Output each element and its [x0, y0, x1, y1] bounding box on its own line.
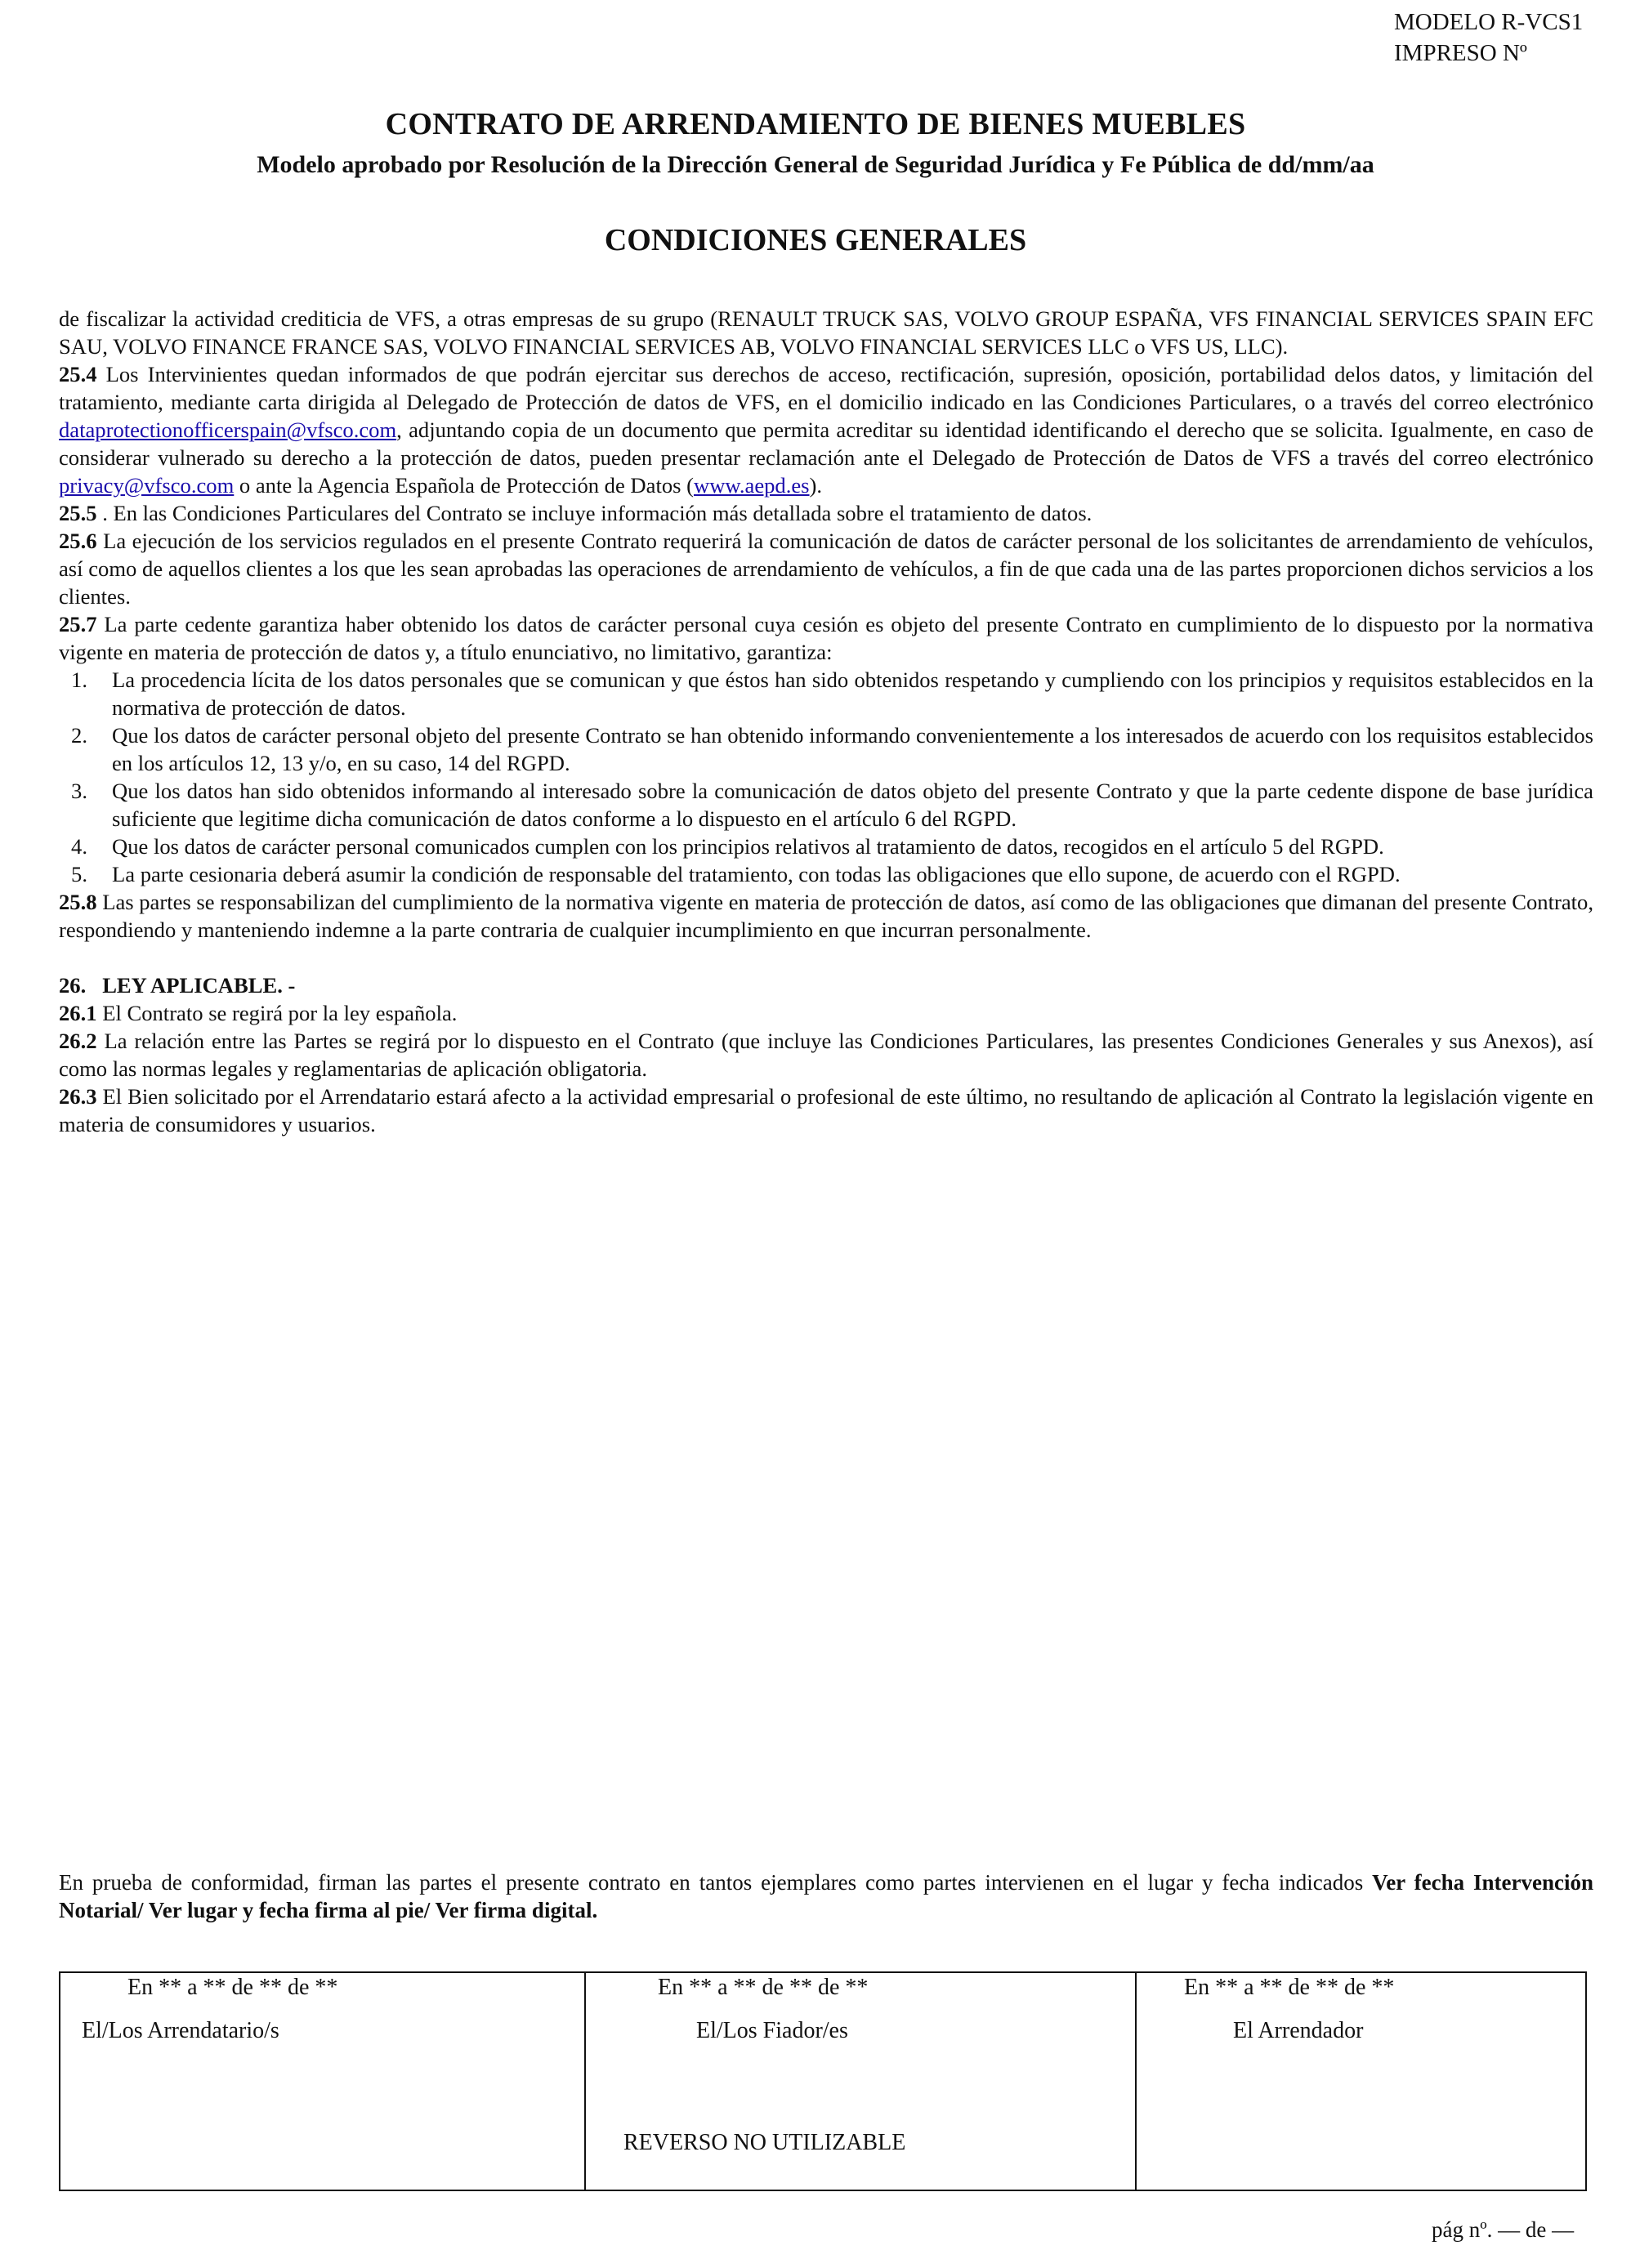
dpo-email-link[interactable]: dataprotectionofficerspain@vfsco.com — [59, 417, 397, 442]
clause-number: 26.2 — [59, 1029, 97, 1053]
clause-25-7 — [59, 610, 1593, 666]
clause-number: 25.4 — [59, 362, 97, 386]
clause-text: La ejecución de los servicios regulados en el presente Contrato requerirá la comunicación de datos de carácter personal de los solicitantes de arrendamiento de vehículos, así como de aquellos clientes a los que les sean aprobadas las operaciones de arrendamiento de vehículos, a fin de que cada una de las partes proporcionen dichos servicios a los clientes. — [59, 529, 1593, 609]
clause-text: Las partes se responsabilizan del cumplimiento de la normativa vigente en materia de protección de datos, así como de las obligaciones que dimanan del presente Contrato, respondiendo y manteniendo indemne a la parte contraria de cualquier incumplimiento en que incurran personalmente. — [59, 890, 1593, 942]
clause-text: ). — [809, 473, 823, 498]
list-item — [59, 860, 1593, 888]
clause-text: La relación entre las Partes se regirá por lo dispuesto en el Contrato (que incluye las Condiciones Particulares, las presentes Condiciones Generales y sus Anexos), así como las normas legales y reglamentarias de aplicación obligatoria. — [59, 1029, 1593, 1081]
list-item — [59, 833, 1593, 860]
signature-date: En ** a ** de ** de ** — [1184, 1975, 1395, 2000]
signature-cell-lessor — [1136, 1972, 1586, 2190]
signature-table — [59, 1971, 1587, 2191]
signature-cell-guarantor — [585, 1972, 1136, 2190]
form-model-header — [1394, 7, 1583, 69]
clause-25-4 — [59, 360, 1593, 499]
conformity-statement — [59, 1868, 1593, 1924]
clause-number: 25.6 — [59, 529, 97, 553]
contract-body — [59, 305, 1593, 1138]
clause-26-2 — [59, 1027, 1593, 1083]
list-text: La parte cesionaria deberá asumir la condición de responsable del tratamiento, con todas las obligaciones que ello supone, de acuerdo con el RGPD. — [112, 862, 1401, 886]
section-26-heading — [59, 971, 1593, 999]
signature-role: El Arrendador — [1233, 2018, 1364, 2043]
clause-text: . En las Condiciones Particulares del Contrato se incluye información más detallada sobre el tratamiento de datos. — [96, 501, 1093, 525]
section-heading: CONDICIONES GENERALES — [604, 223, 1027, 257]
contract-subtitle: Modelo aprobado por Resolución de la Dirección General de Seguridad Jurídica y Fe Pública de dd/mm/aa — [257, 151, 1374, 178]
clause-text: o ante la Agencia Española de Protección de Datos ( — [234, 473, 694, 498]
list-item — [59, 777, 1593, 833]
list-text: Que los datos han sido obtenidos informando al interesado sobre la comunicación de datos objeto del presente Contrato y que la parte cedente dispone de base jurídica suficiente que legitime dicha comunicación de datos conforme a lo dispuesto en el artículo 6 del RGPD. — [112, 779, 1593, 831]
page-number-footer: pág nº. — de — — [1432, 2217, 1575, 2242]
clause-text: El Contrato se regirá por la ley española. — [96, 1001, 458, 1025]
intro-paragraph: de fiscalizar la actividad crediticia de VFS, a otras empresas de su grupo (RENAULT TRUCK SAS, VOLVO GROUP ESPAÑA, VFS FINANCIAL SERVICES SPAIN EFC SAU, VOLVO FINANCE FRANCE SAS, VOLVO FINANCIAL SERVICES AB, VOLVO FINANCIAL SERVICES LLC o VFS US, LLC). — [59, 306, 1593, 359]
signature-cell-lessee — [60, 1972, 585, 2190]
signature-role: El/Los Arrendatario/s — [82, 2018, 279, 2043]
clause-number: 26.1 — [59, 1001, 97, 1025]
conformity-bold-note: Ver fecha Intervención Notarial/ Ver lugar y fecha firma al pie/ Ver firma digital. — [59, 1870, 1593, 1922]
print-number: IMPRESO Nº — [1394, 40, 1527, 66]
clause-text: El Bien solicitado por el Arrendatario estará afecto a la actividad empresarial o profesional de este último, no resultando de aplicación al Contrato la legislación vigente en materia de consumidores y usuarios. — [59, 1084, 1593, 1136]
clause-25-6 — [59, 527, 1593, 610]
privacy-email-link[interactable]: privacy@vfsco.com — [59, 473, 235, 498]
list-text: Que los datos de carácter personal comunicados cumplen con los principios relativos al tratamiento de datos, recogidos en el artículo 5 del RGPD. — [112, 834, 1384, 859]
list-item — [59, 666, 1593, 721]
section-26-title: 26. LEY APLICABLE. - — [59, 973, 296, 998]
list-number: 4. — [71, 834, 87, 859]
clause-25-5 — [59, 499, 1593, 527]
conformity-text: En prueba de conformidad, firman las partes el presente contrato en tantos ejemplares como partes intervienen en el lugar y fecha indicados — [59, 1870, 1373, 1895]
signature-role: El/Los Fiador/es — [696, 2018, 848, 2043]
clause-25-8 — [59, 888, 1593, 944]
list-text: Que los datos de carácter personal objeto del presente Contrato se han obtenido informando convenientemente a los interesados de acuerdo con los requisitos establecidos en los artículos 12, 13 y/o, en su caso, 14 del RGPD. — [112, 723, 1593, 775]
clause-26-1 — [59, 999, 1593, 1027]
clause-number: 25.5 — [59, 501, 97, 525]
model-code: MODELO R-VCS1 — [1394, 9, 1584, 35]
aepd-website-link[interactable]: www.aepd.es — [693, 473, 810, 498]
signature-date: En ** a ** de ** de ** — [127, 1975, 338, 2000]
list-number: 3. — [71, 779, 87, 803]
clause-number: 26.3 — [59, 1084, 97, 1109]
list-number: 1. — [71, 667, 87, 692]
clause-text: Los Intervinientes quedan informados de que podrán ejercitar sus derechos de acceso, rectificación, supresión, oposición, portabilidad delos datos, y limitación del tratamiento, mediante carta dirigida al Delegado de Protección de datos de VFS, en el domicilio indicado en las Condiciones Particulares, o a través del correo electrónico — [59, 362, 1593, 414]
clause-text: , adjuntando copia de un documento que permita acreditar su identidad identificando el derecho que se solicita. Igualmente, en caso de considerar vulnerado su derecho a la protección de datos, pueden presentar reclamación ante el Delegado de Protección de Datos de VFS a través del correo electrónico — [59, 417, 1593, 470]
clause-text: La parte cedente garantiza haber obtenido los datos de carácter personal cuya cesión es objeto del presente Contrato en cumplimiento de lo dispuesto por la normativa vigente en materia de protección de datos y, a título enunciativo, no limitativo, garantiza: — [59, 612, 1593, 664]
list-number: 5. — [71, 862, 87, 886]
reverse-not-usable-note: REVERSO NO UTILIZABLE — [623, 2130, 906, 2155]
contract-title: CONTRATO DE ARRENDAMIENTO DE BIENES MUEBLES — [385, 107, 1246, 141]
clause-number: 25.8 — [59, 890, 97, 914]
list-number: 2. — [71, 723, 87, 748]
guarantee-list — [59, 666, 1593, 888]
clause-26-3 — [59, 1083, 1593, 1138]
signature-date: En ** a ** de ** de ** — [658, 1975, 869, 2000]
list-item — [59, 721, 1593, 777]
list-text: La procedencia lícita de los datos personales que se comunican y que éstos han sido obtenidos respetando y cumpliendo con los principios y requisitos establecidos en la normativa de protección de datos. — [112, 667, 1593, 720]
clause-number: 25.7 — [59, 612, 97, 636]
